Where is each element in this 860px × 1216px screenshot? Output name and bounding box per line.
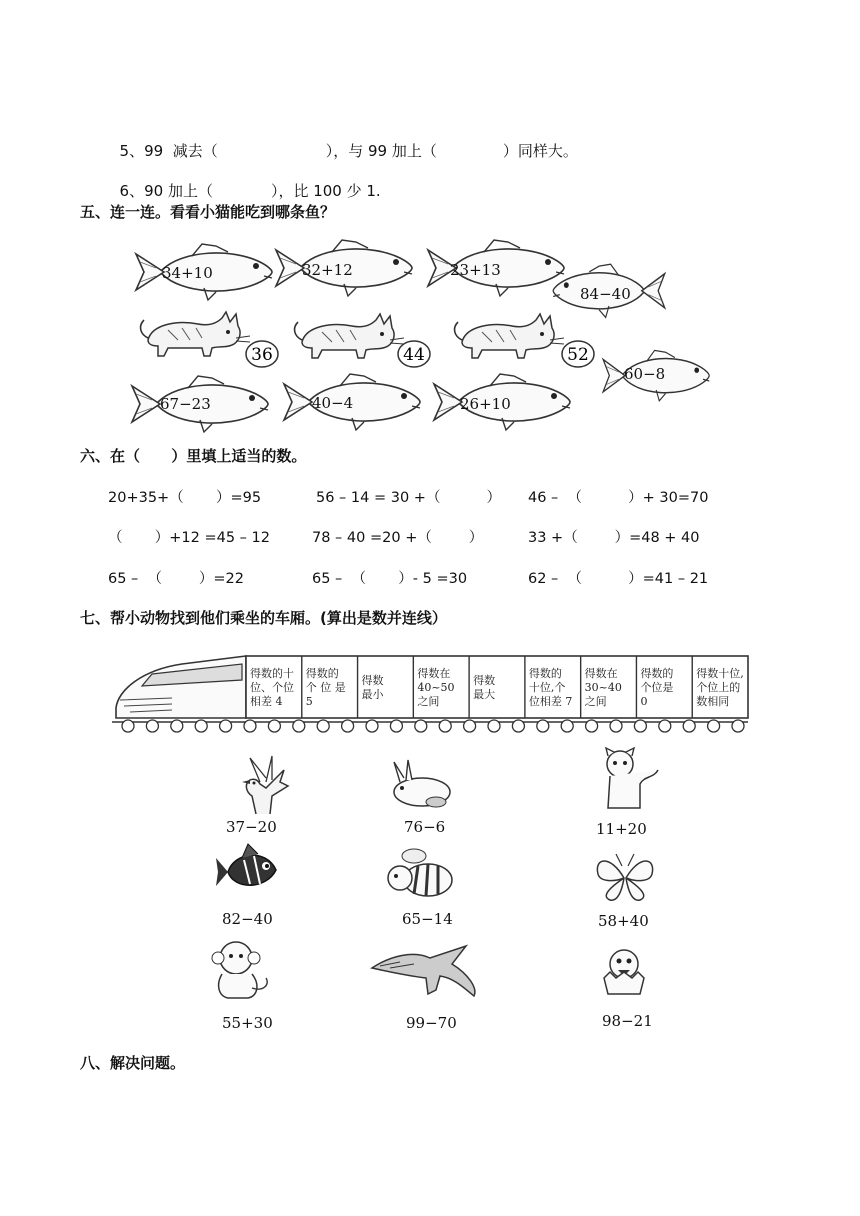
fish-label: 26+10: [460, 395, 511, 413]
wheel: [122, 720, 134, 732]
question-5: 5、99 减去（ ），与 99 加上（ ）同样大。: [119, 142, 578, 160]
section-8-title: 八、解决问题。: [80, 1054, 186, 1072]
bee-icon[interactable]: [384, 848, 456, 904]
fish-84-minus-40[interactable]: [668, 268, 810, 324]
car-label-6[interactable]: 得数的十位,个位相差 7: [528, 667, 573, 708]
fish-label: 34+10: [162, 264, 213, 282]
section-6-title: 六、在（ ）里填上适当的数。: [80, 447, 307, 465]
wheel: [488, 720, 500, 732]
wheel: [634, 720, 646, 732]
bird-icon[interactable]: [236, 752, 292, 816]
equation-3-1[interactable]: 65 – （ ）=22: [108, 571, 245, 587]
wheel: [195, 720, 207, 732]
wheel: [708, 720, 720, 732]
fish-label: 23+13: [450, 261, 501, 279]
wheel: [342, 720, 354, 732]
number-ball-44[interactable]: [396, 340, 436, 372]
wheel: [390, 720, 402, 732]
car-label-5[interactable]: 得数最大: [473, 674, 496, 701]
car-label-9[interactable]: 得数十位,个位上的数相同: [696, 667, 744, 708]
car-label-3[interactable]: 得数最小: [361, 674, 384, 701]
wheel: [244, 720, 256, 732]
equation-2-1[interactable]: （ ）+12 =45 – 12: [108, 530, 270, 546]
equation-3-2[interactable]: 65 – （ ）- 5 =30: [312, 571, 468, 587]
wheel: [561, 720, 573, 732]
wheel: [732, 720, 744, 732]
fish-icon[interactable]: [214, 844, 278, 900]
chick-icon[interactable]: [596, 944, 652, 1000]
wheel: [659, 720, 671, 732]
number-ball-label: 36: [251, 345, 273, 365]
cat-icon: [452, 312, 568, 362]
number-ball-36[interactable]: [244, 340, 284, 372]
animal-expr-eagle: 99−70: [406, 1014, 457, 1032]
cat-icon: [138, 310, 254, 360]
wheel: [268, 720, 280, 732]
number-ball-52[interactable]: [560, 340, 600, 372]
animal-expr-butterfly: 58+40: [598, 912, 649, 930]
section-7-title: 七、帮小动物找到他们乘坐的车厢。(算出是数并连线）: [80, 609, 447, 627]
wheel: [171, 720, 183, 732]
wheel: [512, 720, 524, 732]
wheel: [293, 720, 305, 732]
fish-label: 84−40: [580, 285, 631, 303]
question-6: 6、90 加上（ ），比 100 少 1.: [119, 182, 381, 200]
animal-expr-fish: 82−40: [222, 910, 273, 928]
number-ball-label: 52: [567, 345, 589, 365]
car-label-2[interactable]: 得数的个 位 是 5: [305, 667, 346, 708]
number-ball-label: 44: [403, 345, 425, 365]
cat-icon[interactable]: [598, 748, 662, 812]
equation-3-3[interactable]: 62 – （ ）=41 – 21: [528, 571, 709, 587]
train-diagram: [112, 650, 752, 740]
equation-1-3[interactable]: 46 – （ ）+ 30=70: [528, 490, 709, 506]
animal-expr-bird: 37−20: [226, 818, 277, 836]
wheel: [146, 720, 158, 732]
monkey-icon[interactable]: [208, 938, 274, 1000]
equation-1-2[interactable]: 56 – 14 = 30 +（ ）: [316, 490, 502, 506]
car-label-8[interactable]: 得数的个位是 0: [640, 667, 674, 708]
equation-2-2[interactable]: 78 – 40 =20 +（ ）: [312, 530, 484, 546]
wheel: [439, 720, 451, 732]
car-label-7[interactable]: 得数在 30~40 之间: [584, 667, 622, 708]
animal-expr-monkey: 55+30: [222, 1014, 273, 1032]
butterfly-icon[interactable]: [590, 852, 660, 904]
equation-1-1[interactable]: 20+35+（ ）=95: [108, 490, 262, 506]
cat-icon: [292, 312, 408, 362]
wheel: [537, 720, 549, 732]
equation-2-3[interactable]: 33 +（ ）=48 + 40: [528, 530, 700, 546]
wheel: [317, 720, 329, 732]
section-5-title: 五、连一连。看看小猫能吃到哪条鱼？: [80, 203, 336, 221]
fish-60-minus-8[interactable]: [600, 352, 742, 408]
rabbit-icon[interactable]: [388, 760, 458, 810]
animal-expr-chick: 98−21: [602, 1012, 653, 1030]
fish-label: 32+12: [302, 261, 353, 279]
fish-label: 67−23: [160, 395, 211, 413]
fish-label: 60−8: [624, 365, 666, 383]
wheel: [415, 720, 427, 732]
wheel: [220, 720, 232, 732]
car-label-1[interactable]: 得数的十位、个位相差 4: [250, 667, 294, 708]
car-label-4[interactable]: 得数在 40~50 之间: [417, 667, 455, 708]
wheel: [610, 720, 622, 732]
wheel: [464, 720, 476, 732]
wheel: [366, 720, 378, 732]
fish-label: 40−4: [312, 394, 354, 412]
wheel: [586, 720, 598, 732]
animal-expr-bee: 65−14: [402, 910, 453, 928]
animal-expr-cat: 11+20: [596, 820, 647, 838]
animal-expr-rabbit: 76−6: [404, 818, 446, 836]
wheel: [683, 720, 695, 732]
eagle-icon[interactable]: [370, 938, 480, 1000]
